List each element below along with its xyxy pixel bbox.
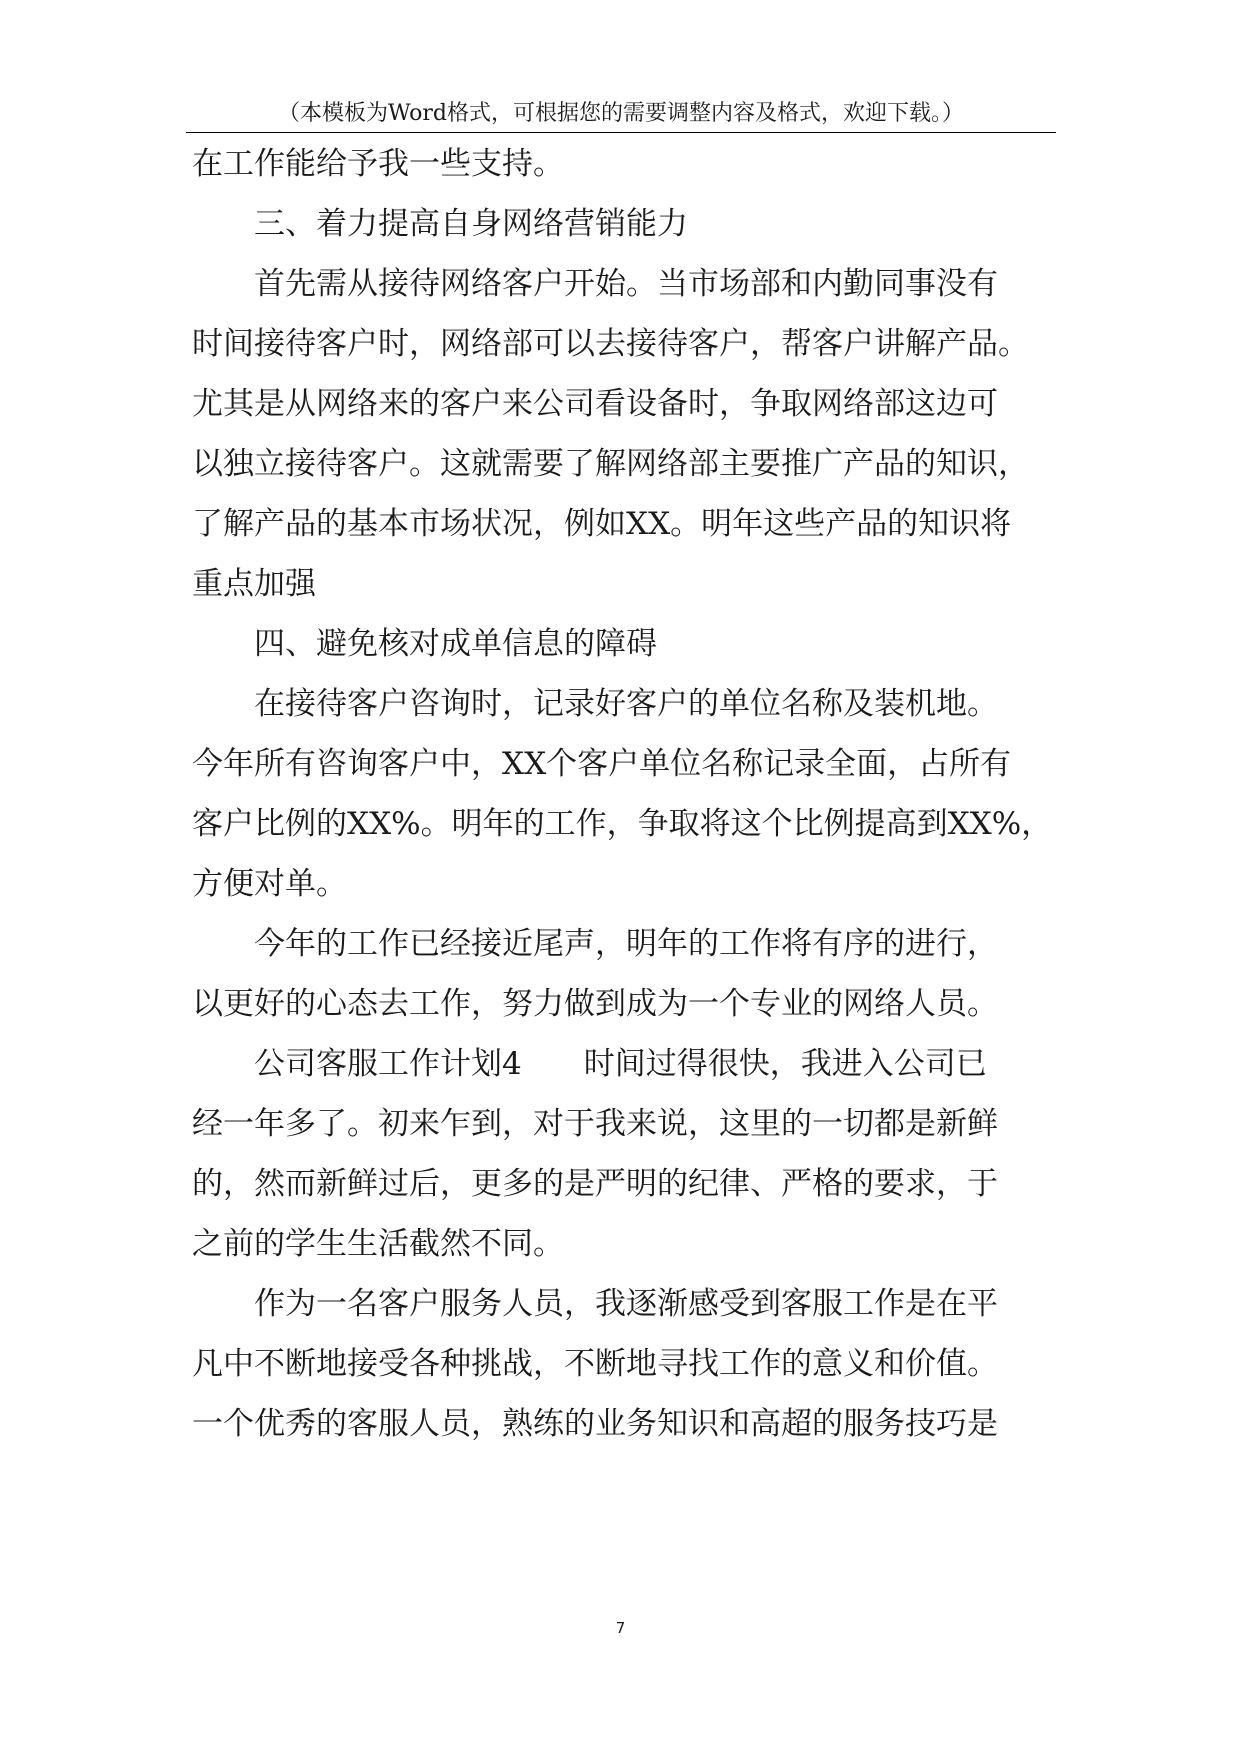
text-line: 经一年多了。初来乍到，对于我来说，这里的一切都是新鲜 [192,1106,998,1142]
text-line: 今年的工作已经接近尾声，明年的工作将有序的进行， [254,926,998,962]
text-line: 今年所有咨询客户中，XX个客户单位名称记录全面，占所有 [192,746,1012,782]
text-line: 了解产品的基本市场状况，例如XX。明年这些产品的知识将 [192,506,1012,542]
text-line: 客户比例的XX%。明年的工作，争取将这个比例提高到XX%， [192,806,1053,842]
text-line: 重点加强 [192,566,316,602]
template-notice: （本模板为Word格式，可根据您的需要调整内容及格式，欢迎下载。） [278,101,964,126]
section-heading: 三、着力提高自身网络营销能力 [254,206,688,242]
header-rule [186,132,1056,133]
text-line: 公司客服工作计划4 时间过得很快，我进入公司已 [254,1046,987,1082]
text-line: 方便对单。 [192,866,347,902]
text-line: 的，然而新鲜过后，更多的是严明的纪律、严格的要求，于 [192,1166,998,1202]
text-line: 凡中不断地接受各种挑战，不断地寻找工作的意义和价值。 [192,1346,998,1382]
text-line: 尤其是从网络来的客户来公司看设备时，争取网络部这边可 [192,386,998,422]
section-heading: 四、避免核对成单信息的障碍 [254,626,657,662]
text-line: 时间接待客户时，网络部可以去接待客户，帮客户讲解产品。 [192,326,1029,362]
text-line: 在工作能给予我一些支持。 [192,146,564,182]
text-line: 在接待客户咨询时，记录好客户的单位名称及装机地。 [254,686,998,722]
text-line: 以更好的心态去工作，努力做到成为一个专业的网络人员。 [192,986,998,1022]
page-number: 7 [615,1619,626,1637]
text-line: 首先需从接待网络客户开始。当市场部和内勤同事没有 [254,266,998,302]
text-line: 之前的学生生活截然不同。 [192,1226,564,1262]
text-line: 一个优秀的客服人员，熟练的业务知识和高超的服务技巧是 [192,1406,998,1442]
text-line: 以独立接待客户。这就需要了解网络部主要推广产品的知识， [192,446,1029,482]
text-line: 作为一名客户服务人员，我逐渐感受到客服工作是在平 [254,1286,998,1322]
